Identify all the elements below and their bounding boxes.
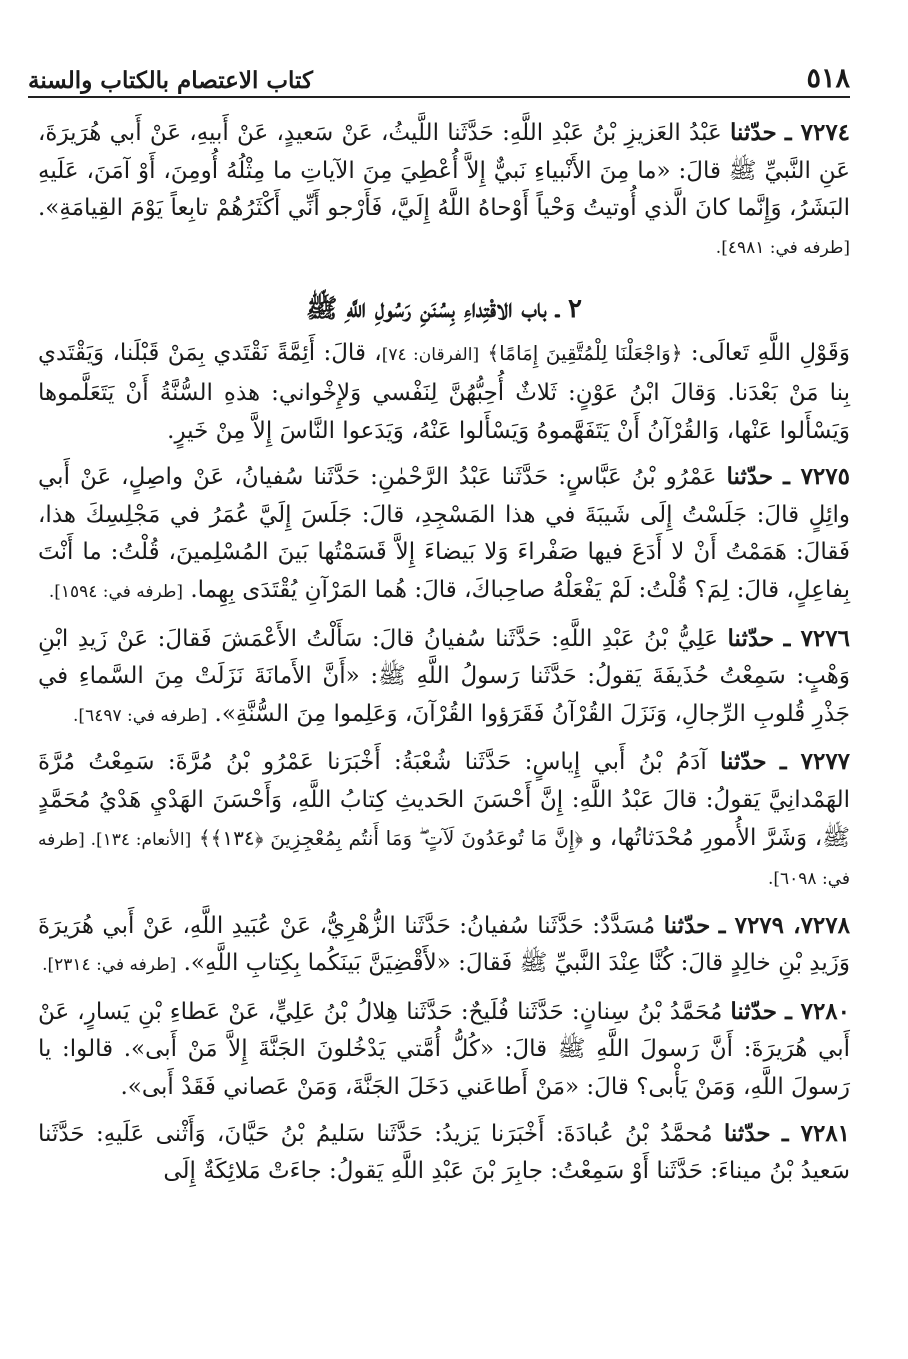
hadith-number: ٧٢٧٨، ٧٢٧٩ ـ	[718, 911, 850, 939]
hadith-opening: حدّثنا	[723, 1119, 771, 1147]
hadith-number: ٧٢٧٥ ـ	[783, 463, 850, 491]
hadith-7280	[38, 993, 850, 1107]
hadith-text: آدَمُ بْنُ أَبي إِياسٍ: حَدَّثَنا شُعْبَةُ: أَخْبَرَنا عَمْرُو بْنُ مُرَّةَ: سَمِعْتُ مُرَّةَ الهَمْدانِيَّ يَقولُ: قالَ عَبْدُ اللَّهِ: إِنَّ أَحْسَنَ الحَديثِ كِتابُ اللَّهِ، وَأَحْسَنَ الهَدْيِ هَدْيُ مُحَمَّدٍ ﷺ، وَشَرَّ الأُمورِ مُحْدَثاتُها، و	[38, 749, 851, 851]
cross-reference: [طرفه في: ١٥٩٤].	[48, 581, 184, 602]
hadith-number: ٧٢٧٧ ـ	[779, 748, 851, 776]
page-number: ٥١٨	[806, 63, 850, 94]
hadith-text: مُحمَّدُ بْنُ عُبادَةَ: أَخْبَرَنا يَزيدُ: حَدَّثَنا سَليمُ بْنُ حَيَّانَ، وَأَثْنى عَلَيهِ: حَدَّثَنا سَعيدُ بْنُ ميناءَ: حَدَّثَنا أَوْ سَمِعْتُ: جابِرَ بْنَ عَبْدِ اللَّهِ يَقولُ: جاءَتْ مَلائِكَةٌ إِلَى	[38, 1120, 850, 1185]
hadith-opening: حدّثنا	[720, 748, 767, 776]
quran-verse: ﴿وَاجْعَلْنَا لِلْمُتَّقِينَ إِمَامًا﴾	[487, 341, 683, 366]
hadith-number: ٧٢٨١ ـ	[781, 1119, 851, 1147]
hadith-7276	[38, 620, 850, 736]
page-header	[28, 62, 850, 98]
hadith-text: عَلِيُّ بْنُ عَبْدِ اللَّهِ: حَدَّثَنا سُفيانُ قالَ: سَأَلْتُ الأَعْمَشَ فَقالَ: عَنْ زَيدِ ابْنِ وَهْبٍ: سَمِعْتُ حُذَيفَةَ يَقولُ: حَدَّثَنا رَسولُ اللَّهِ ﷺ: «أَنَّ الأَمانَةَ نَزَلَتْ مِنَ السَّماءِ في جَذْرِ قُلوبِ الرِّجالِ، وَنَزَلَ القُرْآنُ فَقَرَؤوا القُرْآنَ، وَعَلِموا مِنَ السُّنَّةِ».	[38, 625, 850, 727]
page-body	[38, 114, 850, 1191]
hadith-number: ٧٢٨٠ ـ	[785, 997, 851, 1025]
cross-reference: [طرفه في: ٢٣١٤].	[42, 955, 177, 976]
hadith-7275	[38, 458, 850, 611]
hadith-opening: حدّثنا	[727, 624, 775, 652]
hadith-7281	[38, 1115, 850, 1191]
chapter-intro	[38, 335, 850, 450]
hadith-text: عَبْدُ العَزيزِ بْنُ عَبْدِ اللَّهِ: حَدَّثَنا اللَّيثُ، عَنْ سَعيدٍ، عَنْ أَبيهِ، عَنْ أَبي هُرَيرَةَ، عَنِ النَّبيِّ ﷺ قالَ: «ما مِنَ الأَنْبياءِ نَبيٌّ إِلاَّ أُعْطِيَ مِنَ الآياتِ ما مِثْلُهُ أُومِنَ، أَوْ آمَنَ، عَلَيهِ البَشَرُ، وَإِنَّما كانَ الَّذي أُوتيتُ وَحْياً أَوْحاهُ اللَّهُ إِلَيَّ، فَأَرْجو أَنِّي أَكْثَرُهُمْ تابِعاً يَوْمَ القِيامَةِ».	[38, 120, 850, 222]
cross-reference: [طرفه في: ٤٩٨١].	[715, 237, 850, 258]
chapter-heading: ٢ ـ باب الاقْتِداءِ بِسُنَنِ رَسُولِ اللَّهِ ﷺ	[306, 294, 582, 325]
verse-reference: [الفرقان: ٧٤]	[381, 345, 480, 366]
hadith-opening: حدّثنا	[663, 911, 711, 939]
hadith-number: ٧٢٧٦ ـ	[783, 624, 850, 652]
intro-text-continued: ، قالَ: أَئِمَّةً نَقْتَدي بِمَنْ قَبْلَنا، وَيَقْتَدي بِنا مَنْ بَعْدَنا. وَقالَ ابْنُ عَوْنٍ: ثَلاثٌ أُحِبُّهُنَّ لِنَفْسي وَلإِخْواني: هذهِ السُّنَّةُ أَنْ يَتَعَلَّموها وَيَسْأَلوا عَنْها، وَالقُرْآنُ أَنْ يَتَفَهَّموهُ وَيَسْأَلوا عَنْهُ، وَيَدَعوا النَّاسَ إِلاَّ مِنْ خَيرٍ.	[38, 340, 850, 444]
hadith-7278-7279	[38, 907, 850, 985]
quran-verse: ﴿إِنَّ مَا تُوعَدُونَ لَآتٍ ۖ وَمَا أَنتُم بِمُعْجِزِينَ ﴿١٣٤﴾﴾	[198, 825, 584, 850]
running-title: كتاب الاعتصام بالكتاب والسنة	[28, 67, 313, 94]
hadith-text: مُحَمَّدُ بْنُ سِنانٍ: حَدَّثَنا فُلَيحٌ: حَدَّثَنا هِلالُ بْنُ عَلِيٍّ، عَنْ عَطاءِ بْنِ يَسارٍ، عَنْ أَبي هُرَيرَةَ: أَنَّ رَسولَ اللَّهِ ﷺ قالَ: «كُلُّ أُمَّتي يَدْخُلونَ الجَنَّةَ إِلاَّ مَنْ أَبى». قالوا: يا رَسولَ اللَّهِ، وَمَنْ يَأْبى؟ قالَ: «مَنْ أَطاعَني دَخَلَ الجَنَّةَ، وَمَنْ عَصاني فَقَدْ أَبى».	[38, 998, 850, 1101]
cross-reference: [طرفه في: ٦٤٩٧].	[73, 705, 208, 726]
hadith-opening: حدّثنا	[726, 463, 774, 491]
hadith-opening: حدّثنا	[730, 119, 777, 146]
hadith-7277	[38, 743, 850, 898]
hadith-7274	[38, 114, 850, 267]
hadith-text: عَمْرُو بْنُ عَبَّاسٍ: حَدَّثَنا عَبْدُ الرَّحْمٰنِ: حَدَّثَنا سُفيانُ، عَنْ واصِلٍ، عَنْ أَبي وائِلٍ قالَ: جَلَسْتُ إِلَى شَيبَةَ في هذا المَسْجِدِ، قالَ: جَلَسَ إِلَيَّ عُمَرُ في مَجْلِسِكَ هذا، فَقالَ: هَمَمْتُ أَنْ لا أَدَعَ فيها صَفْراءَ وَلا بَيضاءَ إِلاَّ قَسَمْتُها بَينَ المُسْلِمينَ، قُلْتُ: ما أَنْتَ بِفاعِلٍ، قالَ: لِمَ؟ قُلْتُ: لَمْ يَفْعَلْهُ صاحِباكَ، قالَ: هُما المَرْآنِ يُقْتَدَى بِهِما.	[38, 464, 850, 603]
intro-text: وَقَوْلِ اللَّهِ تَعالَى:	[690, 340, 851, 367]
hadith-text: مُسَدَّدٌ: حَدَّثَنا سُفيانُ: حَدَّثَنا الزُّهْرِيُّ، عَنْ عُبَيدِ اللَّهِ، عَنْ أَبي هُرَيرَةَ وَزَيدِ بْنِ خالِدٍ قالَ: كُنَّا عِنْدَ النَّبيِّ ﷺ فَقالَ: «لأَقْضِيَنَّ بَينَكُما بِكِتابِ اللَّهِ».	[38, 912, 850, 977]
cross-reference: [الأنعام: ١٣٤]. [طرفه في: ٦٠٩٨].	[38, 829, 850, 890]
hadith-number: ٧٢٧٤ ـ	[784, 119, 851, 146]
hadith-opening: حدّثنا	[730, 997, 777, 1025]
